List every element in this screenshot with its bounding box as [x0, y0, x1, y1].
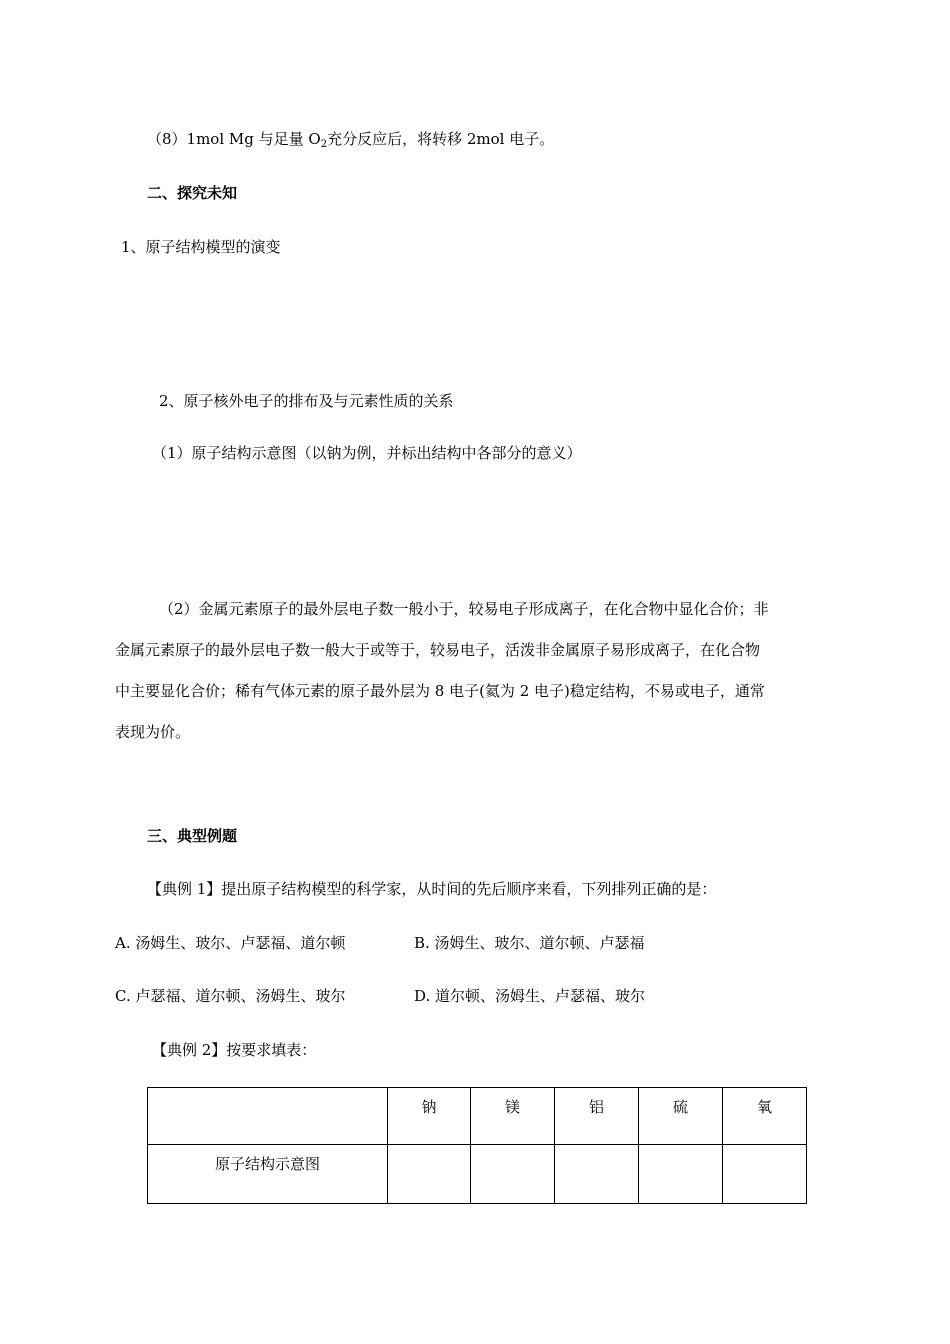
example-1-option-d: D. 道尔顿、汤姆生、卢瑟福、玻尔 — [414, 987, 646, 1005]
table-header-aluminum: 铝 — [555, 1088, 639, 1145]
example-1-option-b: B. 汤姆生、玻尔、道尔顿、卢瑟福 — [414, 934, 645, 952]
fill-in-table — [147, 1087, 807, 1204]
item-8-prefix: （8）1mol Mg 与足量 O — [147, 130, 321, 148]
table-cell-sulfur[interactable] — [639, 1145, 723, 1204]
table-header-magnesium: 镁 — [471, 1088, 555, 1145]
question-2-2-line-2: 金属元素原子的最外层电子数一般大于或等于，较易电子，活泼非金属原子易形成离子，在化合物 — [115, 641, 761, 659]
table-corner-cell — [148, 1088, 388, 1145]
table-cell-magnesium[interactable] — [471, 1145, 555, 1204]
table-cell-sodium[interactable] — [388, 1145, 471, 1204]
section-2-heading: 二、探究未知 — [147, 184, 238, 202]
table-row-label: 原子结构示意图 — [148, 1145, 388, 1204]
table-cell-aluminum[interactable] — [555, 1145, 639, 1204]
question-2-2-line-1: （2）金属元素原子的最外层电子数一般小于，较易电子形成离子，在化合物中显化合价；非 — [159, 600, 769, 618]
table-header-sulfur: 硫 — [639, 1088, 723, 1145]
section-3-heading: 三、典型例题 — [147, 827, 238, 845]
example-1-option-a: A. 汤姆生、玻尔、卢瑟福、道尔顿 — [115, 934, 346, 952]
question-2-2-line-4: 表现为价。 — [115, 723, 191, 741]
example-2-stem: 【典例 2】按要求填表： — [152, 1041, 317, 1059]
question-2-1: （1）原子结构示意图（以钠为例，并标出结构中各部分的意义） — [152, 444, 582, 462]
item-8-subscript: 2 — [320, 139, 328, 150]
table-header-oxygen: 氧 — [723, 1088, 807, 1145]
question-2-2-line-3: 中主要显化合价；稀有气体元素的原子最外层为 8 电子(氦为 2 电子)稳定结构，不易或电子，通常 — [115, 682, 765, 700]
table-row — [148, 1145, 807, 1204]
table-cell-oxygen[interactable] — [723, 1145, 807, 1204]
table-header-sodium: 钠 — [388, 1088, 471, 1145]
item-8-suffix: 充分反应后，将转移 2mol 电子。 — [327, 130, 555, 148]
question-1: 1、原子结构模型的演变 — [121, 238, 281, 256]
example-1-option-c: C. 卢瑟福、道尔顿、汤姆生、玻尔 — [115, 987, 346, 1005]
table-header-row — [148, 1088, 807, 1145]
example-1-stem: 【典例 1】提出原子结构模型的科学家，从时间的先后顺序来看，下列排列正确的是： — [147, 880, 717, 898]
question-2: 2、原子核外电子的排布及与元素性质的关系 — [159, 392, 454, 410]
item-8 — [147, 129, 554, 155]
